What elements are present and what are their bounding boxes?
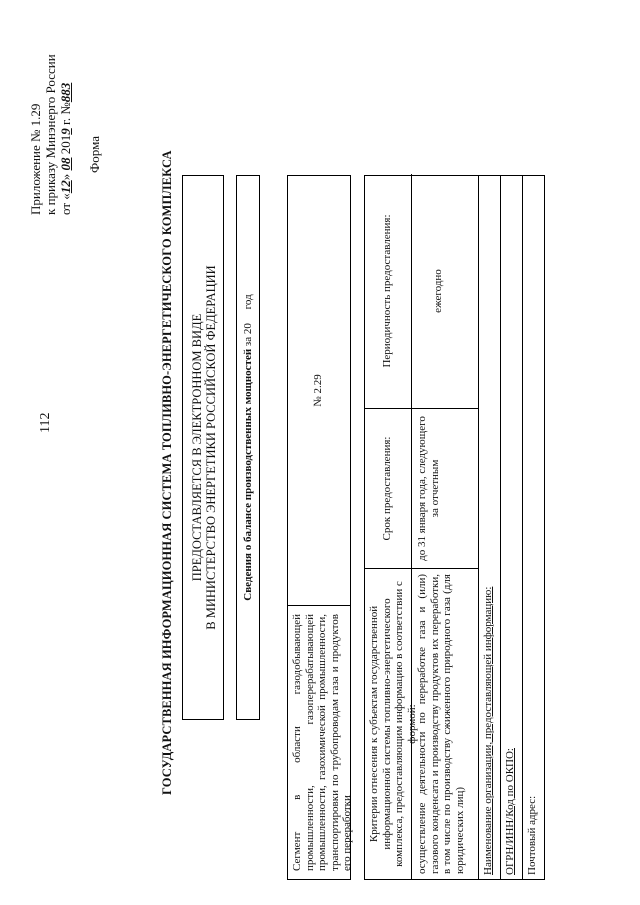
order-day: 12 bbox=[58, 180, 73, 194]
org-name-row bbox=[479, 175, 501, 880]
order-number: 883 bbox=[58, 82, 73, 103]
order-date-sep1: » bbox=[58, 170, 73, 181]
order-date-number bbox=[58, 15, 73, 215]
org-ids-row bbox=[501, 175, 523, 880]
periodicity-column bbox=[365, 174, 478, 409]
org-name-label: Наименование организации, предоставляющей информацию: bbox=[482, 586, 494, 875]
submission-line-1: ПРЕДОСТАВЛЯЕТСЯ В ЭЛЕКТРОННОМ ВИДЕ bbox=[190, 313, 204, 582]
appendix-header bbox=[28, 15, 102, 215]
criteria-header: Критерии отнесения к субъектам государственной информационной системы топливно-энергетического комплекса, предоставляющим информацию в соответствии с формой: bbox=[365, 569, 412, 879]
order-reference: к приказу Минэнерго России bbox=[43, 54, 58, 215]
appendix-number: Приложение № 1.29 bbox=[28, 103, 43, 215]
periodicity-header: Периодичность предоставления: bbox=[365, 174, 412, 408]
periodicity-value: ежегодно bbox=[432, 269, 444, 313]
order-year-digit: 9 bbox=[58, 128, 73, 135]
form-label: Форма bbox=[87, 136, 102, 173]
criteria-table bbox=[364, 175, 479, 880]
order-year-prefix: 201 bbox=[58, 134, 73, 158]
segment-row bbox=[287, 175, 351, 880]
criteria-column bbox=[365, 569, 478, 879]
report-period: за 20 год bbox=[242, 294, 254, 349]
org-address-row bbox=[523, 175, 545, 880]
segment-description: Сегмент в области газодобывающей промышленности, газоперерабатывающей промышленности, газохимической промышленности, транспортировки по трубопроводам газа и продуктов его переработки bbox=[287, 605, 351, 880]
order-month: 08 bbox=[58, 157, 73, 171]
submission-line-2: В МИНИСТЕРСТВО ЭНЕРГЕТИКИ РОССИЙСКОЙ ФЕДЕРАЦИИ bbox=[204, 265, 218, 630]
system-title: ГОСУДАРСТВЕННАЯ ИНФОРМАЦИОННАЯ СИСТЕМА ТОПЛИВНО-ЭНЕРГЕТИЧЕСКОГО КОМПЛЕКСА bbox=[160, 150, 174, 795]
deadline-value: до 31 января года, следующего за отчетным bbox=[416, 416, 441, 561]
report-title-box bbox=[236, 175, 260, 720]
org-address-label: Почтовый адрес: bbox=[526, 795, 538, 875]
deadline-column bbox=[365, 409, 478, 569]
submission-box bbox=[182, 175, 224, 720]
report-title: Сведения о балансе производственных мощностей bbox=[242, 348, 254, 601]
deadline-header: Срок предоставления: bbox=[365, 409, 412, 568]
form-number: № 2.29 bbox=[287, 175, 351, 606]
org-ids-label: ОГРН/ИНН/Код по ОКПО: bbox=[504, 748, 516, 875]
order-number-prefix: г. № bbox=[58, 102, 73, 129]
organization-info bbox=[479, 175, 545, 880]
criteria-value: осуществление деятельности по переработке газа и (или) газового конденсата и производству продуктов их переработки, в том числе по производству сжиженного природного газа (для юридических лиц) bbox=[416, 574, 466, 874]
order-date-prefix: от « bbox=[58, 193, 73, 215]
page-number: 112 bbox=[38, 412, 53, 433]
